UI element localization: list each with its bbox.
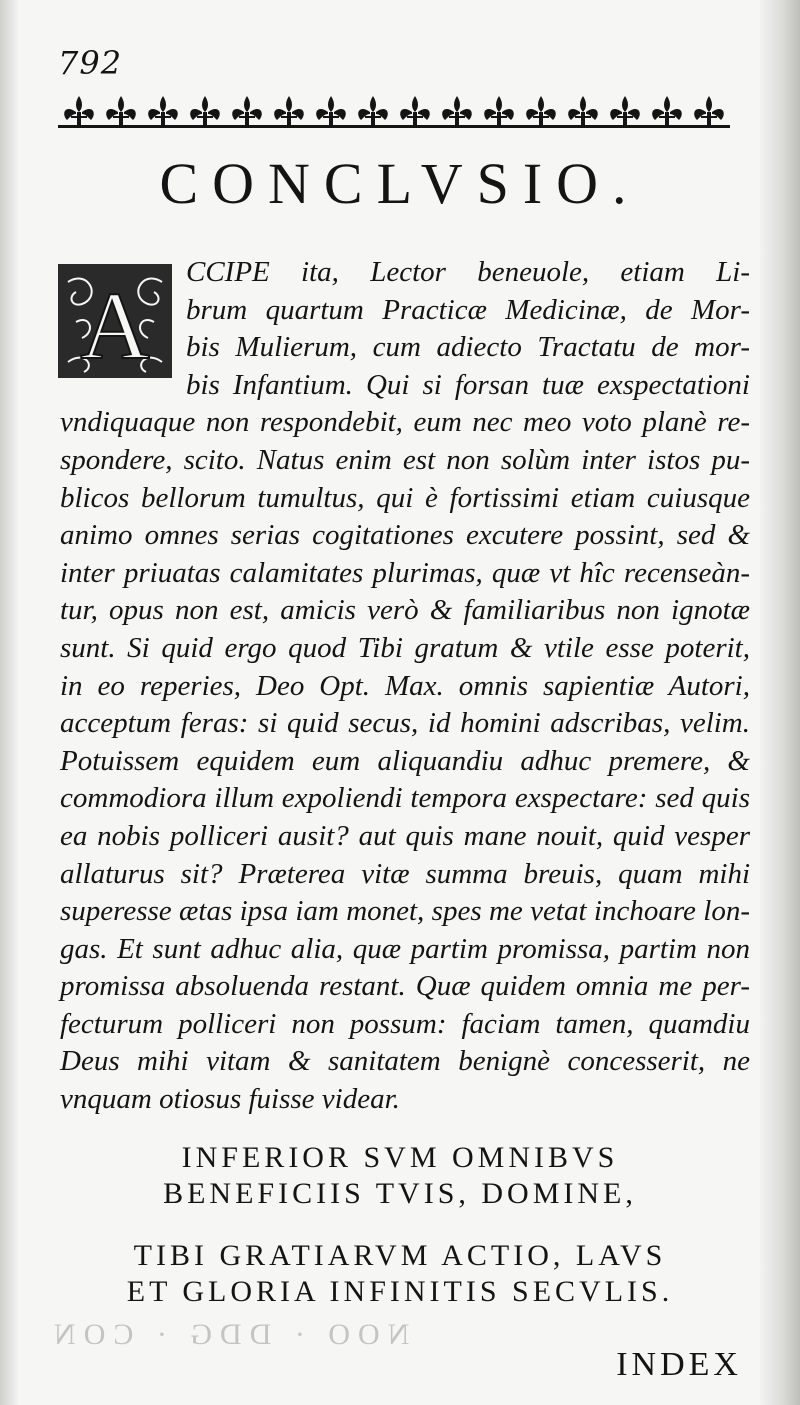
fleuron-icon xyxy=(526,96,556,125)
text-line: blicos bellorum tumultus, qui è fortissimi etiam cuiusque xyxy=(60,481,750,514)
text-line: inter priuatas calamitates plurimas, quæ vt hîc recenseàn- xyxy=(60,556,750,589)
text-line: allaturus sit? Præterea vitæ summa breuis, quam mihi xyxy=(60,857,750,890)
fleuron-icon xyxy=(694,96,724,125)
fleuron-icon xyxy=(190,96,220,125)
text-line: CCIPE ita, Lector beneuole, etiam Li- xyxy=(186,256,750,288)
text-line: fecturum polliceri non possum: faciam tamen, quamdiu xyxy=(60,1007,750,1040)
fleuron-icon xyxy=(106,96,136,125)
fleuron-icon xyxy=(610,96,640,125)
text-line: superesse ætas ipsa iam monet, spes me vetat inchoare lon- xyxy=(60,895,750,928)
text-line: vndiquaque non respondebit, eum nec meo voto planè re- xyxy=(60,406,750,439)
closing-line: BENEFICIIS TVIS, DOMINE, xyxy=(163,1177,637,1210)
show-through-text: NOO · DDG · CON xyxy=(46,1318,410,1351)
fleuron-icon xyxy=(316,96,346,125)
text-line: spondere, scito. Natus enim est non solùm inter istos pu- xyxy=(60,443,750,476)
chapter-title: CONCLVSIO. xyxy=(159,151,641,216)
fleuron-icon xyxy=(232,96,262,125)
text-line: Potuissem equidem eum aliquandiu adhuc premere, & xyxy=(60,744,750,777)
text-line: in eo reperies, Deo Opt. Max. omnis sapientiæ Autori, xyxy=(60,669,750,702)
text-line: bis Mulierum, cum adiecto Tractatu de mor- xyxy=(186,331,750,364)
text-line: Deus mihi vitam & sanitatem benignè concesserit, ne xyxy=(60,1045,750,1078)
text-line: promissa absoluenda restant. Quæ quidem omnia me per- xyxy=(60,970,750,1003)
fleuron-icon xyxy=(358,96,388,125)
dropcap-letter: A xyxy=(80,272,150,379)
closing-line: TIBI GRATIARVM ACTIO, LAVS xyxy=(133,1239,667,1272)
closing-line: ET GLORIA INFINITIS SECVLIS. xyxy=(126,1275,674,1308)
fleuron-icon xyxy=(400,96,430,125)
text-line: ea nobis polliceri ausit? aut quis mane nouit, quid vesper xyxy=(60,819,750,852)
catchword: INDEX xyxy=(616,1346,742,1383)
fleuron-icon xyxy=(568,96,598,125)
text-line: sunt. Si quid ergo quod Tibi gratum & vtile esse poterit, xyxy=(60,631,750,664)
text-line: gas. Et sunt adhuc alia, quæ partim promissa, partim non xyxy=(60,932,750,965)
page-number: 792 xyxy=(58,44,123,82)
text-line: acceptum feras: si quid secus, id homini adscribas, velim. xyxy=(60,707,750,740)
closing-prayer-2 xyxy=(0,1238,800,1310)
fleuron-icon xyxy=(484,96,514,125)
fleuron-icon xyxy=(148,96,178,125)
fleuron-icon xyxy=(64,96,94,125)
fleuron-row xyxy=(58,96,730,128)
text-line: tur, opus non est, amicis verò & familiaribus non ignotæ xyxy=(60,594,750,627)
closing-prayer-1 xyxy=(0,1140,800,1212)
text-line: bis Infantium. Qui si forsan tuæ exspectationi xyxy=(186,368,750,401)
conclusion-paragraph xyxy=(60,254,750,1119)
fleuron-icon xyxy=(652,96,682,125)
text-line: animo omnes serias cogitationes excutere possint, sed & xyxy=(60,519,750,552)
fleuron-border xyxy=(58,92,730,136)
closing-line: INFERIOR SVM OMNIBVS xyxy=(181,1141,619,1174)
fleuron-icon xyxy=(274,96,304,125)
text-line: commodiora illum expoliendi tempora exspectare: sed quis xyxy=(60,782,750,815)
text-line: vnquam otiosus fuisse videar. xyxy=(60,1083,400,1116)
fleuron-icon xyxy=(442,96,472,125)
text-line: brum quartum Practicæ Medicinæ, de Mor- xyxy=(186,293,750,326)
